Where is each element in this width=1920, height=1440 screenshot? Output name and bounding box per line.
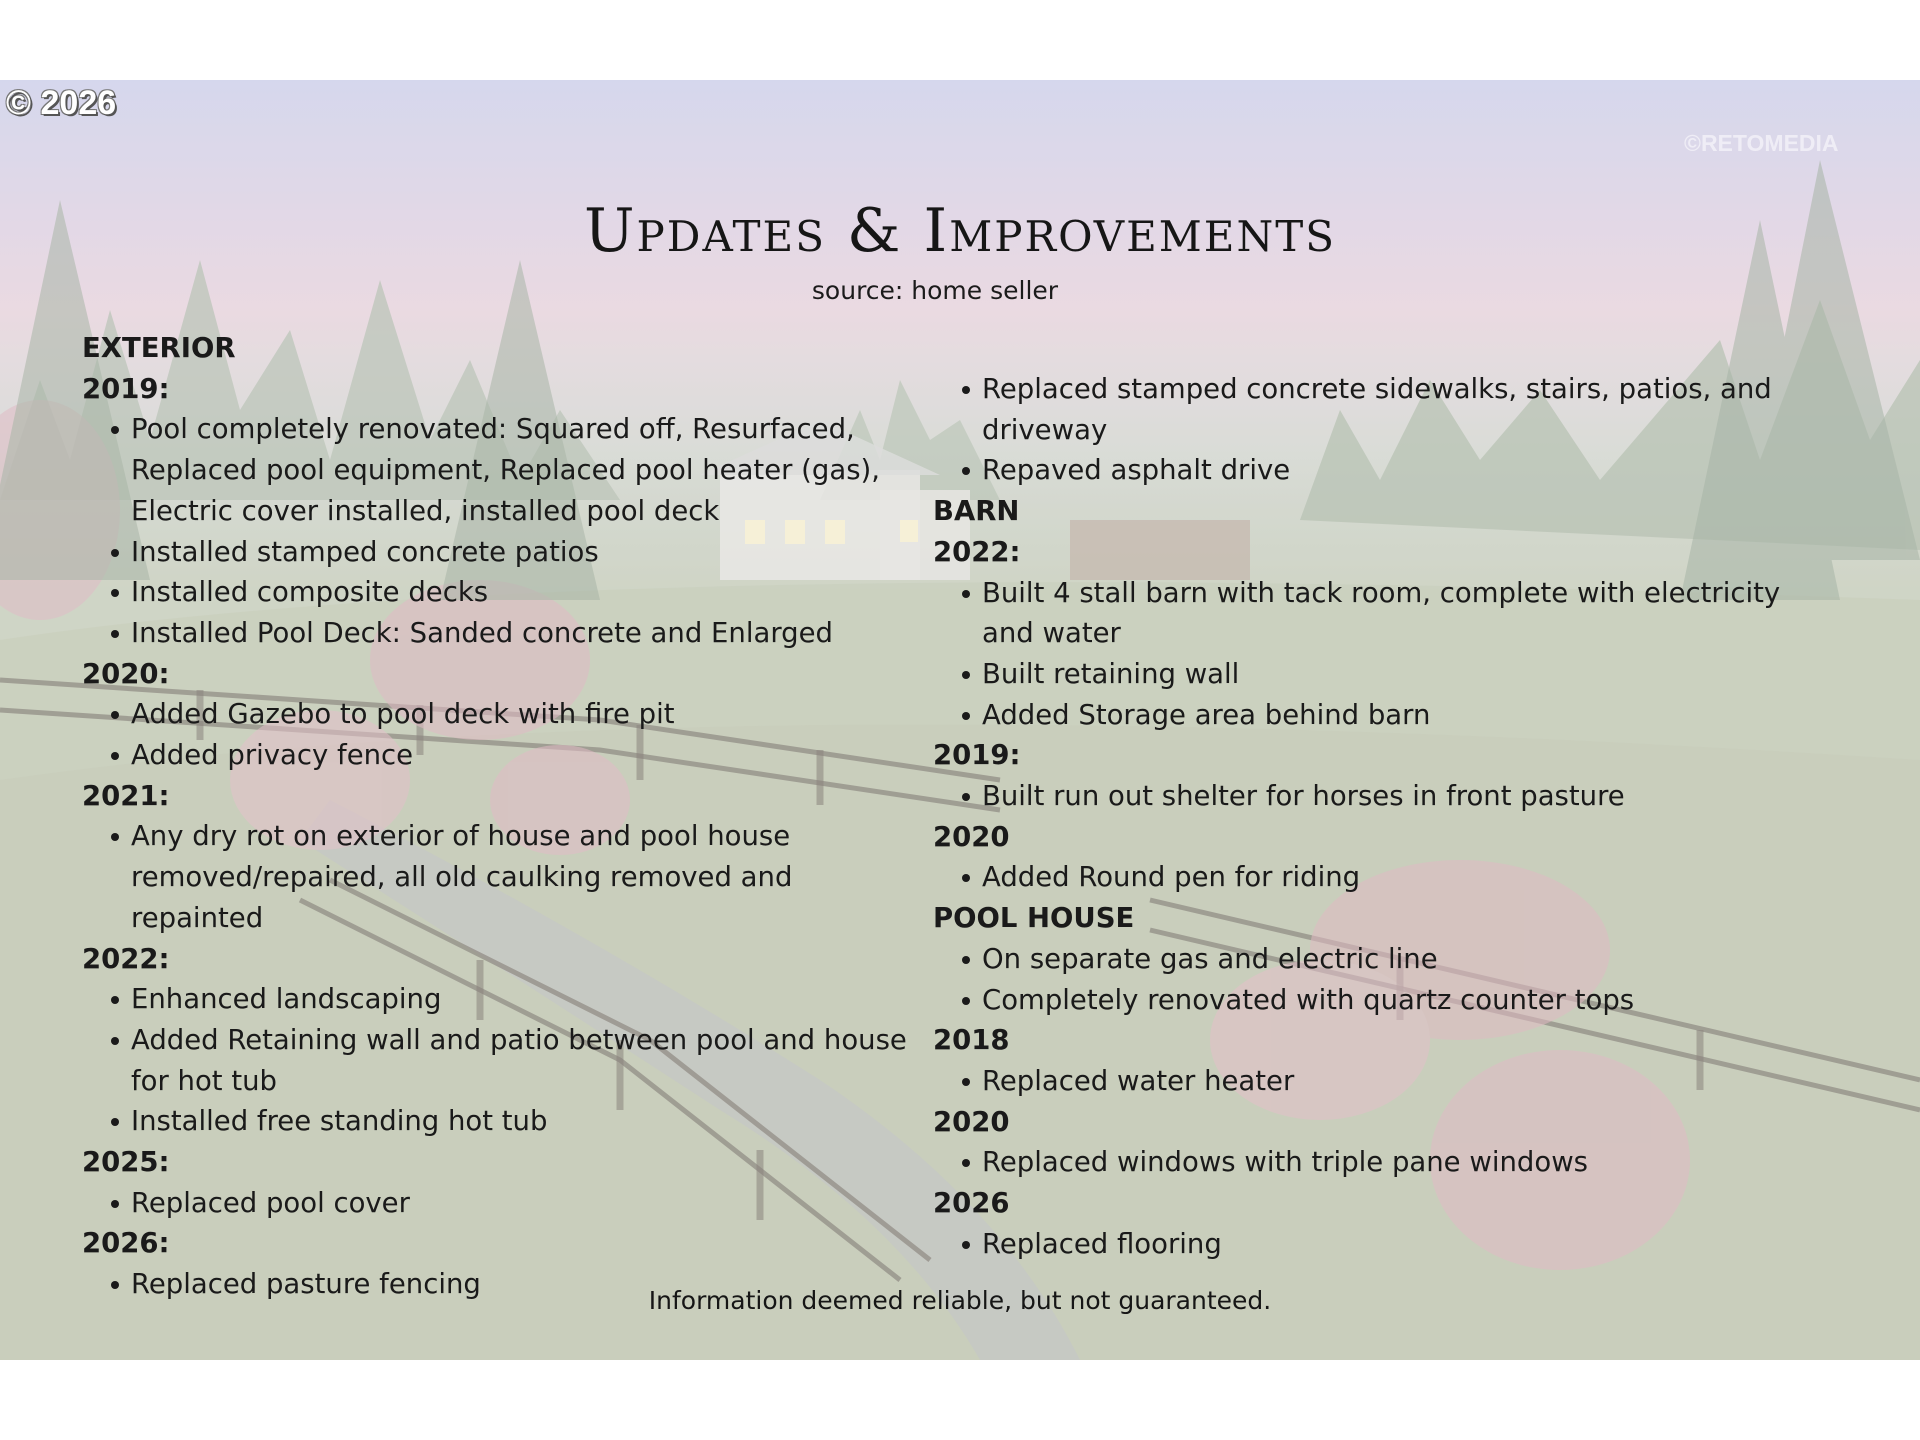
item-list <box>82 979 932 1142</box>
item-list <box>82 409 932 653</box>
item-list <box>933 1224 1823 1265</box>
year-heading: 2022: <box>82 942 170 975</box>
list-item: Replaced pasture fencing <box>131 1264 932 1305</box>
watermark: ©RETOMEDIA <box>1684 130 1839 156</box>
list-item: Completely renovated with quartz counter tops <box>982 980 1823 1021</box>
list-item: Replaced water heater <box>982 1061 1823 1102</box>
list-item: Added Storage area behind barn <box>982 695 1823 736</box>
source-note: source: home seller <box>811 276 1059 305</box>
year-heading: 2025: <box>82 1146 170 1179</box>
copyright-stamp: © 2026 <box>6 84 117 122</box>
item-list <box>933 939 1823 1020</box>
list-item: Replaced flooring <box>982 1224 1823 1265</box>
list-item: On separate gas and electric line <box>982 939 1823 980</box>
section-heading-pool-house: POOL HOUSE <box>933 902 1135 935</box>
year-heading: 2019: <box>933 739 1021 772</box>
section-heading-barn: BARN <box>933 495 1020 528</box>
item-list <box>933 1142 1823 1183</box>
list-item: Enhanced landscaping <box>131 979 932 1020</box>
list-item: Built retaining wall <box>982 654 1823 695</box>
list-item: Installed Pool Deck: Sanded concrete and Enlarged <box>131 613 932 654</box>
page-title: Updates & Improvements <box>583 196 1336 266</box>
list-item: Added Gazebo to pool deck with fire pit <box>131 694 932 735</box>
list-item: Replaced pool cover <box>131 1183 932 1224</box>
list-item: Any dry rot on exterior of house and pool house removed/repaired, all old caulking removed and repainted <box>131 816 932 938</box>
item-list-continued <box>933 369 1823 491</box>
list-item: Built 4 stall barn with tack room, complete with electricity and water <box>982 573 1823 654</box>
item-list <box>933 573 1823 736</box>
item-list <box>933 857 1823 898</box>
list-item: Replaced stamped concrete sidewalks, stairs, patios, and driveway <box>982 369 1823 450</box>
section-heading-exterior: EXTERIOR <box>82 332 236 364</box>
item-list <box>933 776 1823 817</box>
year-heading: 2022: <box>933 535 1021 568</box>
year-heading: 2026 <box>933 1187 1010 1220</box>
left-column <box>82 328 932 1305</box>
item-list <box>82 816 932 938</box>
year-heading: 2020 <box>933 1105 1010 1138</box>
list-item: Built run out shelter for horses in front pasture <box>982 776 1823 817</box>
item-list <box>82 694 932 775</box>
year-heading: 2020: <box>82 657 170 690</box>
year-heading: 2021: <box>82 779 170 812</box>
item-list <box>82 1183 932 1224</box>
list-item: Repaved asphalt drive <box>982 450 1823 491</box>
list-item: Added privacy fence <box>131 735 932 776</box>
list-item: Installed composite decks <box>131 572 932 613</box>
list-item: Installed stamped concrete patios <box>131 532 932 573</box>
list-item: Pool completely renovated: Squared off, Resurfaced, Replaced pool equipment, Replaced pool heater (gas), Electric cover installed, installed pool deck <box>131 409 932 531</box>
year-heading: 2018 <box>933 1024 1010 1057</box>
list-item: Added Retaining wall and patio between pool and house for hot tub <box>131 1020 932 1101</box>
right-column <box>933 369 1823 1264</box>
disclaimer-text: Information deemed reliable, but not guaranteed. <box>648 1286 1272 1315</box>
year-heading: 2020 <box>933 820 1010 853</box>
list-item: Added Round pen for riding <box>982 857 1823 898</box>
list-item: Installed free standing hot tub <box>131 1101 932 1142</box>
item-list <box>933 1061 1823 1102</box>
year-heading: 2019: <box>82 372 170 405</box>
year-heading: 2026: <box>82 1227 170 1260</box>
list-item: Replaced windows with triple pane windows <box>982 1142 1823 1183</box>
